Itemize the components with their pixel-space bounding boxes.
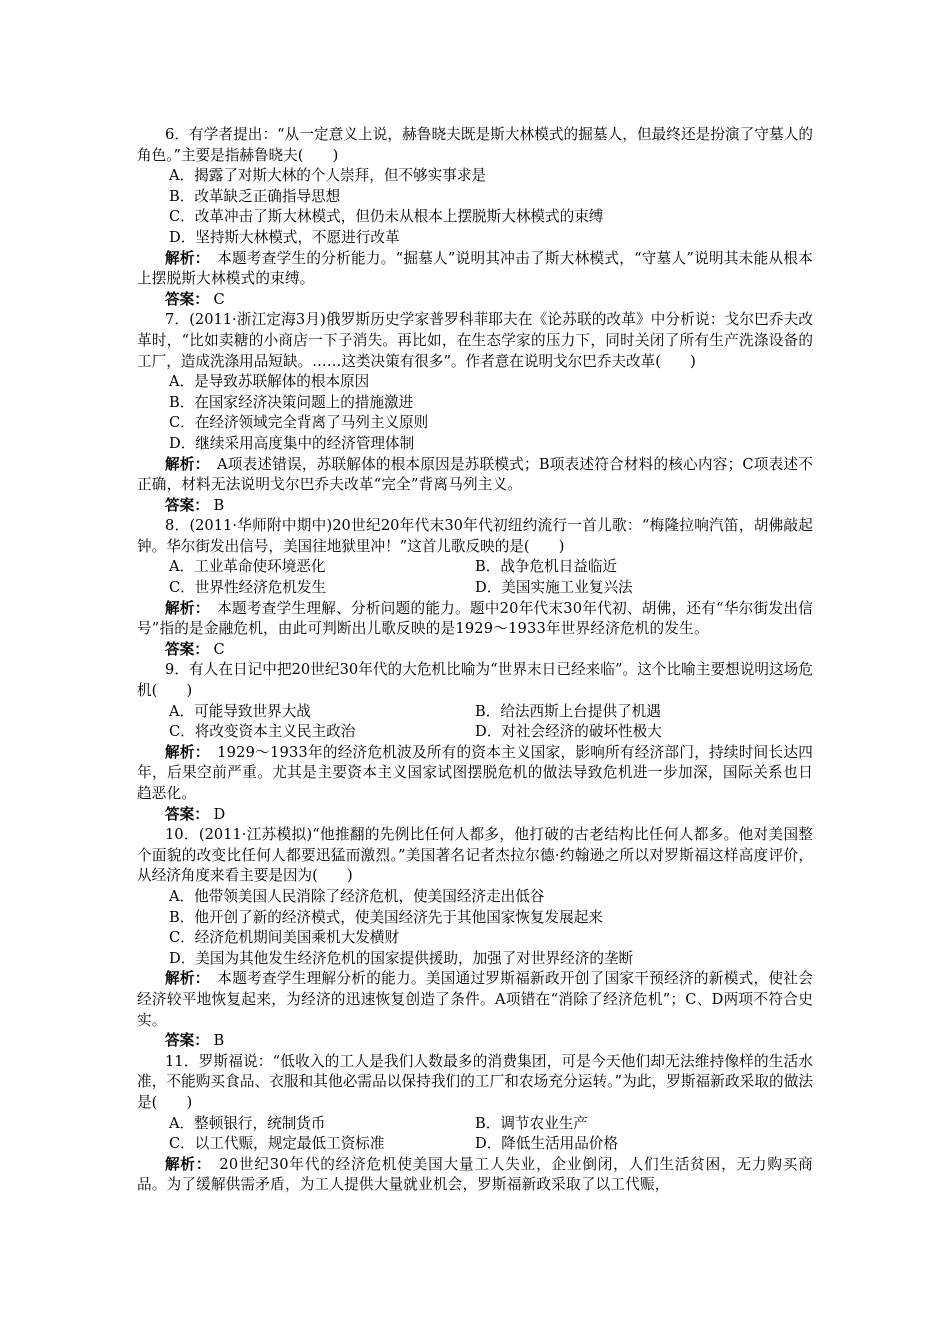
answer-value: C: [213, 640, 225, 658]
analysis-label: 解析：: [165, 1155, 204, 1173]
answer: [137, 805, 813, 826]
option-row: [137, 557, 813, 578]
analysis-text: 本题考查学生的分析能力。“掘墓人”说明其冲击了斯大林模式，“守墓人”说明其未能从根本上摆脱斯大林模式的束缚。: [137, 249, 814, 288]
analysis-text: A项表述错误，苏联解体的根本原因是苏联模式；B项表述符合材料的核心内容；C项表述不正确，材料无法说明戈尔巴乔夫改革“完全”背离马列主义。: [137, 455, 813, 494]
analysis-label: 解析：: [165, 599, 203, 617]
answer-value: B: [213, 1032, 225, 1050]
question-9: [137, 660, 813, 825]
analysis: [137, 1155, 813, 1196]
answer-label: 答案：: [165, 290, 209, 308]
analysis-text: 本题考查学生理解、分析问题的能力。题中20年代末30年代初、胡佛，还有“华尔街发出信号”指的是金融危机，由此可判断出儿歌反映的是1929～1933年世界经济危机的发生。: [137, 599, 813, 638]
option-d: D．对社会经济的破坏性极大: [475, 723, 662, 741]
answer-label: 答案：: [165, 640, 209, 658]
question-6: [137, 125, 813, 310]
option-row: [137, 722, 813, 743]
analysis-label: 解析：: [165, 455, 203, 473]
option-row: [137, 702, 813, 723]
answer-value: D: [213, 805, 226, 823]
question-10: [137, 825, 813, 1052]
question-8: [137, 516, 813, 660]
option-b: B．战争危机日益临近: [475, 558, 618, 576]
option-row: [137, 1114, 813, 1135]
analysis: [137, 455, 813, 496]
option-a: A．他带领美国人民消除了经济危机，使美国经济走出低谷: [169, 887, 545, 905]
analysis-text: 本题考查学生理解分析的能力。美国通过罗斯福新政开创了国家干预经济的新模式，使社会经济较平地恢复起来，为经济的迅速恢复创造了条件。A项错在“消除了经济危机”；C、D两项不符合史实。: [137, 970, 813, 1029]
question-stem: 9．有人在日记中把20世纪30年代的大危机比喻为“世界末日已经来临”。这个比喻主要想说明这场危机( ): [137, 661, 813, 700]
analysis-label: 解析：: [165, 970, 203, 988]
analysis: [137, 969, 813, 1031]
option-d: D．继续采用高度集中的经济管理体制: [169, 434, 415, 452]
option-c: C．改革冲击了斯大林模式，但仍未从根本上摆脱斯大林模式的束缚: [169, 208, 604, 226]
analysis-label: 解析：: [165, 249, 203, 267]
option-b: B．改革缺乏正确指导思想: [169, 187, 341, 205]
option-a: A．整顿银行，统制货币: [169, 1114, 326, 1132]
option-row: [137, 578, 813, 599]
option-a: A．工业革命使环境恶化: [169, 558, 326, 576]
analysis: [137, 249, 813, 290]
option-d: D．坚持斯大林模式，不愿进行改革: [169, 228, 400, 246]
option-c: C．世界性经济危机发生: [169, 579, 327, 597]
question-stem: 6．有学者提出：“从一定意义上说，赫鲁晓夫既是斯大林模式的掘墓人，但最终还是扮演了守墓人的角色。”主要是指赫鲁晓夫( ): [137, 126, 813, 164]
answer-label: 答案：: [165, 496, 209, 514]
answer-value: C: [213, 290, 225, 308]
answer-value: B: [213, 496, 225, 514]
question-stem: 7．(2011·浙江定海3月)俄罗斯历史学家普罗科菲耶夫在《论苏联的改革》中分析说：戈尔巴乔夫改革时，“比如卖糖的小商店一下子消失。再比如，在生态学家的压力下，同时关闭了所有生产洗涤设备的工厂，造成洗涤用品短缺。……这类决策有很多”。作者意在说明戈尔巴乔夫改革( ): [137, 311, 813, 370]
question-7: [137, 310, 813, 516]
option-b: B．调节农业生产: [475, 1114, 588, 1132]
option-b: B．他开创了新的经济模式，使美国经济先于其他国家恢复发展起来: [169, 908, 603, 926]
answer: [137, 1031, 813, 1052]
answer-label: 答案：: [165, 805, 209, 823]
analysis: [137, 743, 813, 805]
option-c: C．经济危机期间美国乘机大发横财: [169, 929, 400, 947]
answer: [137, 640, 813, 661]
analysis-text: 20世纪30年代的经济危机使美国大量工人失业，企业倒闭，人们生活贫困，无力购买商品。为了缓解供需矛盾，为工人提供大量就业机会，罗斯福新政采取了以工代赈，: [137, 1155, 813, 1194]
option-b: B．在国家经济决策问题上的措施激进: [169, 393, 414, 411]
question-stem: 8．(2011·华师附中期中)20世纪20年代末30年代初纽约流行一首儿歌：“梅隆拉响汽笛，胡佛敲起钟。华尔街发出信号，美国往地狱里冲！”这首儿歌反映的是( ): [137, 517, 813, 555]
option-a: A．揭露了对斯大林的个人崇拜，但不够实事求是: [169, 167, 487, 185]
question-stem: 10．(2011·江苏模拟)“他推翻的先例比任何人都多，他打破的古老结构比任何人都多。他对美国整个面貌的改变比任何人都要迅猛而激烈。”美国著名记者杰拉尔德·约翰逊之所以对罗斯福这样高度评价，从经济角度来看主要是因为( ): [137, 826, 813, 885]
answer: [137, 290, 813, 311]
answer: [137, 496, 813, 517]
answer-label: 答案：: [165, 1032, 209, 1050]
document-page: [137, 125, 813, 1196]
option-c: C．在经济领域完全背离了马列主义原则: [169, 414, 429, 432]
analysis-label: 解析：: [165, 743, 203, 761]
analysis-text: 1929～1933年的经济危机波及所有的资本主义国家，影响所有经济部门，持续时间长达四年，后果空前严重。尤其是主要资本主义国家试图摆脱危机的做法导致危机进一步加深，国际关系也日趋恶化。: [137, 743, 813, 802]
option-a: A．是导致苏联解体的根本原因: [169, 373, 370, 391]
analysis: [137, 599, 813, 640]
question-11: [137, 1052, 813, 1196]
option-d: D．降低生活用品价格: [475, 1135, 619, 1153]
option-d: D．美国实施工业复兴法: [475, 579, 633, 597]
option-b: B．给法西斯上台提供了机遇: [475, 702, 661, 720]
option-d: D．美国为其他发生经济危机的国家提供援助，加强了对世界经济的垄断: [169, 949, 634, 967]
option-a: A．可能导致世界大战: [169, 702, 311, 720]
option-row: [137, 1134, 813, 1155]
option-c: C．以工代赈，规定最低工资标准: [169, 1135, 385, 1153]
option-c: C．将改变资本主义民主政治: [169, 723, 356, 741]
question-stem: 11．罗斯福说：“低收入的工人是我们人数最多的消费集团，可是今天他们却无法维持像样的生活水准，不能购买食品、衣服和其他必需品以保持我们的工厂和农场充分运转。”为此，罗斯福新政采取的做法是( ): [137, 1052, 813, 1111]
